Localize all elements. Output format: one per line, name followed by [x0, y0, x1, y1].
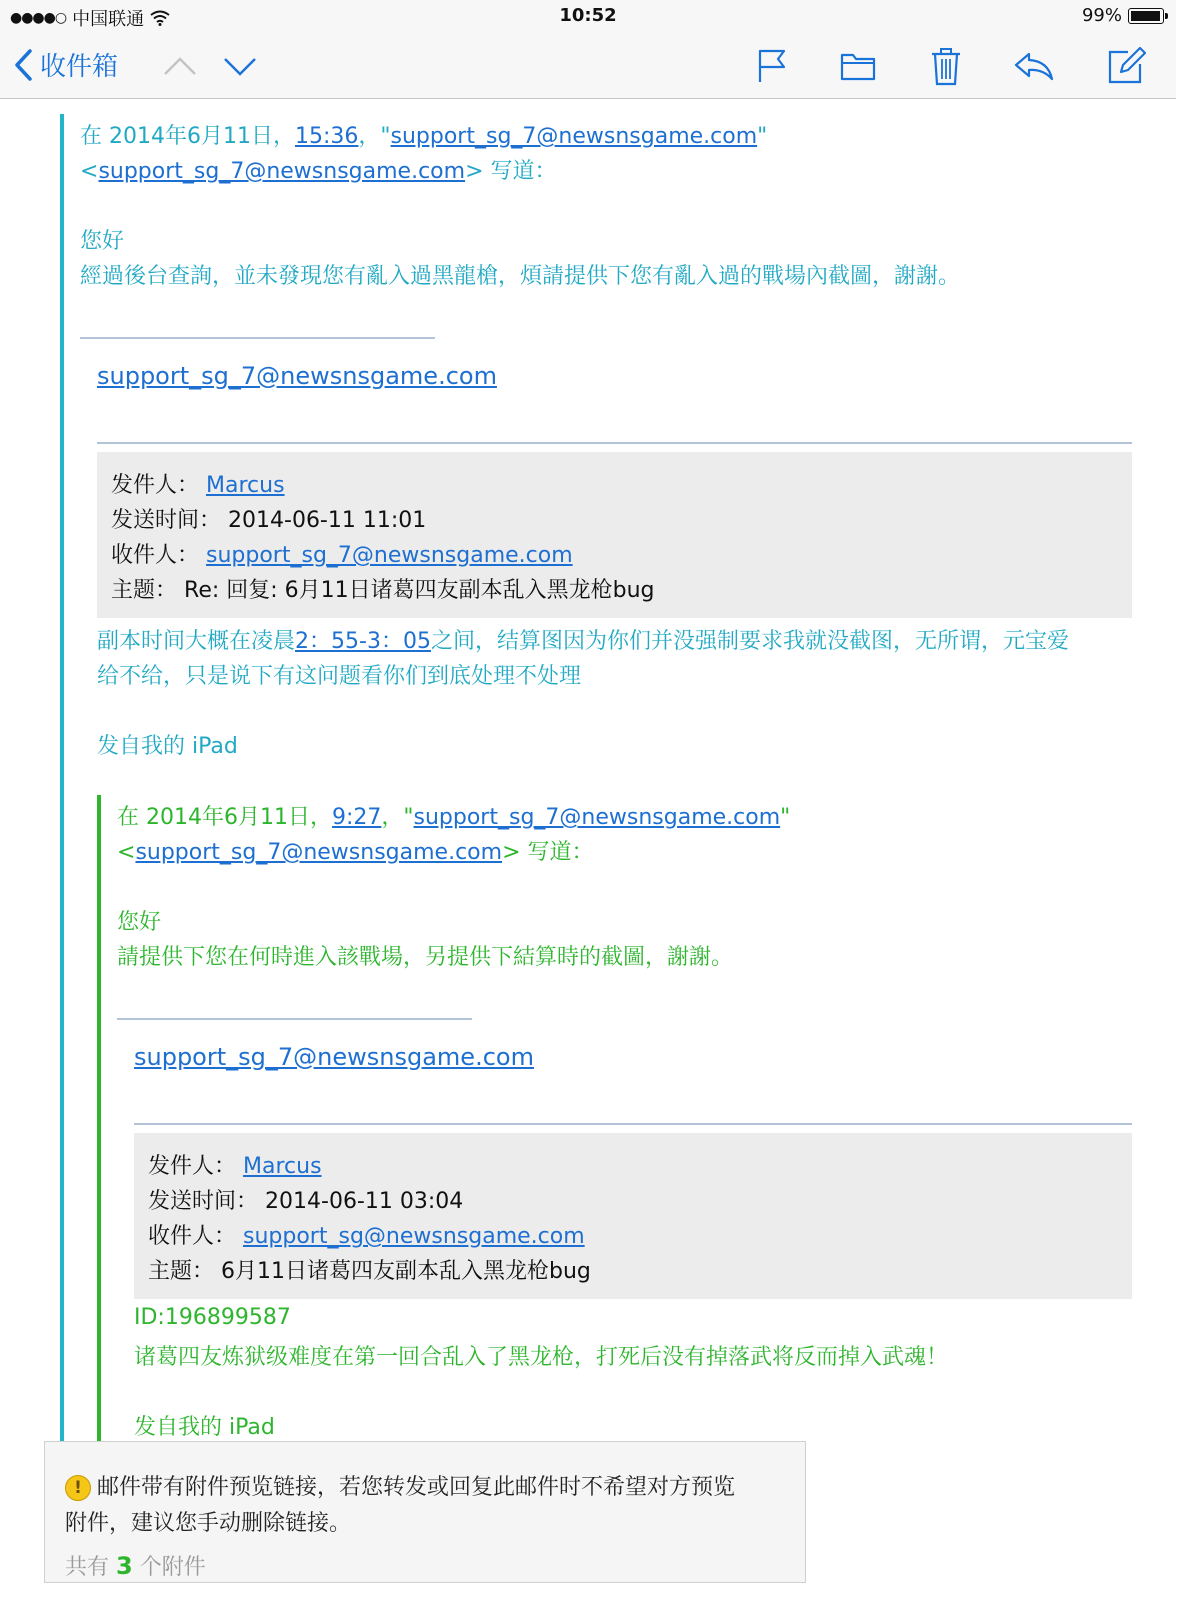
message-body — [0, 99, 1176, 1568]
quote1-header-box — [97, 452, 1132, 618]
chevron-down-icon — [223, 56, 257, 76]
quote2-header-from — [148, 1149, 322, 1180]
quote2-email-link[interactable]: support_sg_7@newsnsgame.com — [413, 805, 781, 830]
quote1-greeting: 您好 — [80, 229, 125, 254]
quote1-header-subject — [111, 573, 655, 604]
quote2-header-sent — [148, 1184, 463, 1215]
attach-suffix: 个附件 — [139, 1555, 206, 1580]
reply-icon — [1013, 50, 1055, 82]
quote1-sent-from: 发自我的 iPad — [97, 734, 238, 759]
quote2-greeting: 您好 — [117, 910, 162, 935]
quote1-attribution-line2 — [80, 154, 557, 185]
quote-bar-level1 — [60, 114, 64, 1568]
battery-icon — [1128, 8, 1164, 24]
next-message-button[interactable] — [218, 44, 262, 88]
quote2-header-subject — [148, 1254, 591, 1285]
from-link[interactable]: Marcus — [206, 473, 285, 498]
chevron-up-icon — [163, 56, 197, 76]
notice-line1: 邮件带有附件预览链接，若您转发或回复此邮件时不希望对方预览 — [97, 1475, 736, 1500]
quote2-time-link[interactable]: 9:27 — [331, 805, 382, 830]
signature-divider — [80, 337, 435, 339]
subject-label: 主题： — [148, 1259, 215, 1284]
sent-label: 发送时间： — [148, 1189, 259, 1214]
quote2-intro-sep: ，" — [381, 805, 414, 830]
to-label: 收件人： — [111, 543, 200, 568]
quote2-attribution — [117, 800, 790, 831]
quote1-header-from — [111, 468, 285, 499]
notice-line1-row — [65, 1470, 735, 1501]
quote1-email-link[interactable]: support_sg_7@newsnsgame.com — [390, 124, 758, 149]
quote1-header-to — [111, 538, 573, 569]
subject-value: Re: 回复: 6月11日诸葛四友副本乱入黑龙枪bug — [184, 578, 655, 603]
to-label: 收件人： — [148, 1224, 237, 1249]
from-link[interactable]: Marcus — [243, 1154, 322, 1179]
quote2-header-box — [134, 1133, 1132, 1299]
from-label: 发件人： — [148, 1154, 237, 1179]
mail-toolbar — [0, 32, 1176, 99]
move-to-folder-button[interactable] — [836, 44, 880, 88]
battery-fill — [1131, 11, 1160, 21]
from-label: 发件人： — [111, 473, 200, 498]
signature-divider-2 — [117, 1018, 472, 1020]
quote1-reply-line1 — [97, 624, 1069, 655]
quote2-id-line: ID:196899587 — [134, 1305, 291, 1330]
quote2-body2: 诸葛四友炼狱级难度在第一回合乱入了黑龙枪，打死后没有掉落武将反而掉入武魂！ — [134, 1345, 949, 1370]
delete-button[interactable] — [924, 44, 968, 88]
reply-part2: 之间，结算图因为你们并没强制要求我就没截图，无所谓，元宝爱 — [430, 629, 1069, 654]
quote1-email-link-2[interactable]: support_sg_7@newsnsgame.com — [98, 159, 466, 184]
quote1-open: < — [80, 159, 99, 184]
attach-count-value: 3 — [116, 1552, 133, 1580]
back-label: 收件箱 — [40, 52, 119, 82]
status-bar — [0, 0, 1176, 32]
quote2-intro-prefix: 在 2014年6月11日， — [117, 805, 332, 830]
sent-value: 2014-06-11 03:04 — [265, 1189, 464, 1214]
signal-icon: ●●●●○ — [10, 10, 67, 26]
attachment-notice — [44, 1441, 806, 1583]
quote1-reply-line2: 给不给，只是说下有这问题看你们到底处理不处理 — [97, 664, 582, 689]
quote1-close: > 写道： — [465, 159, 557, 184]
quote2-close: > 写道： — [502, 840, 594, 865]
previous-message-button[interactable] — [158, 44, 202, 88]
quote1-intro-sep: ，" — [358, 124, 391, 149]
carrier-label: 中国联通 — [72, 9, 145, 30]
quote2-header-to — [148, 1219, 585, 1250]
quote1-quote-end: " — [757, 124, 768, 149]
quote1-signature — [97, 362, 497, 390]
quote2-body: 請提供下您在何時進入該戰場，另提供下結算時的截圖，謝謝。 — [117, 945, 734, 970]
chevron-left-icon — [12, 48, 34, 82]
quote1-attribution — [80, 119, 767, 150]
quote2-signature-email[interactable]: support_sg_7@newsnsgame.com — [134, 1043, 534, 1071]
back-button[interactable] — [12, 46, 118, 83]
flag-icon — [757, 48, 787, 84]
notice-line2: 附件，建议您手动删除链接。 — [65, 1511, 352, 1536]
subject-label: 主题： — [111, 578, 178, 603]
compose-button[interactable] — [1104, 44, 1148, 88]
status-right — [1082, 5, 1164, 26]
warning-icon: ! — [65, 1475, 91, 1501]
quote2-email-link-2[interactable]: support_sg_7@newsnsgame.com — [135, 840, 503, 865]
header-divider-2 — [134, 1123, 1132, 1125]
battery-percent: 99% — [1081, 5, 1122, 26]
subject-value: 6月11日诸葛四友副本乱入黑龙枪bug — [221, 1259, 591, 1284]
attach-prefix: 共有 — [65, 1555, 110, 1580]
quote1-body: 經過後台查詢，並未發現您有亂入過黑龍槍，煩請提供下您有亂入過的戰場內截圖，謝謝。 — [80, 264, 961, 289]
quote2-attribution-line2 — [117, 835, 594, 866]
status-time: 10:52 — [559, 5, 617, 26]
header-divider — [97, 442, 1132, 444]
flag-button[interactable] — [750, 44, 794, 88]
quote2-quote-end: " — [780, 805, 791, 830]
compose-icon — [1106, 46, 1146, 86]
reply-button[interactable] — [1012, 44, 1056, 88]
quote1-signature-email[interactable]: support_sg_7@newsnsgame.com — [97, 362, 497, 390]
quote2-open: < — [117, 840, 136, 865]
folder-icon — [840, 51, 876, 81]
quote1-time-link[interactable]: 15:36 — [294, 124, 359, 149]
trash-icon — [930, 46, 962, 86]
sent-value: 2014-06-11 11:01 — [228, 508, 427, 533]
reply-part1: 副本时间大概在凌晨 — [97, 629, 296, 654]
quote2-sent-from: 发自我的 iPad — [134, 1415, 275, 1440]
to-link[interactable]: support_sg_7@newsnsgame.com — [206, 543, 573, 568]
attachment-count[interactable] — [65, 1550, 206, 1581]
quote1-intro-prefix: 在 2014年6月11日， — [80, 124, 295, 149]
sent-label: 发送时间： — [111, 508, 222, 533]
quote2-signature — [134, 1043, 534, 1071]
reply-time-link[interactable]: 2：55-3：05 — [295, 629, 431, 654]
to-link[interactable]: support_sg@newsnsgame.com — [243, 1224, 585, 1249]
quote1-header-sent — [111, 503, 426, 534]
